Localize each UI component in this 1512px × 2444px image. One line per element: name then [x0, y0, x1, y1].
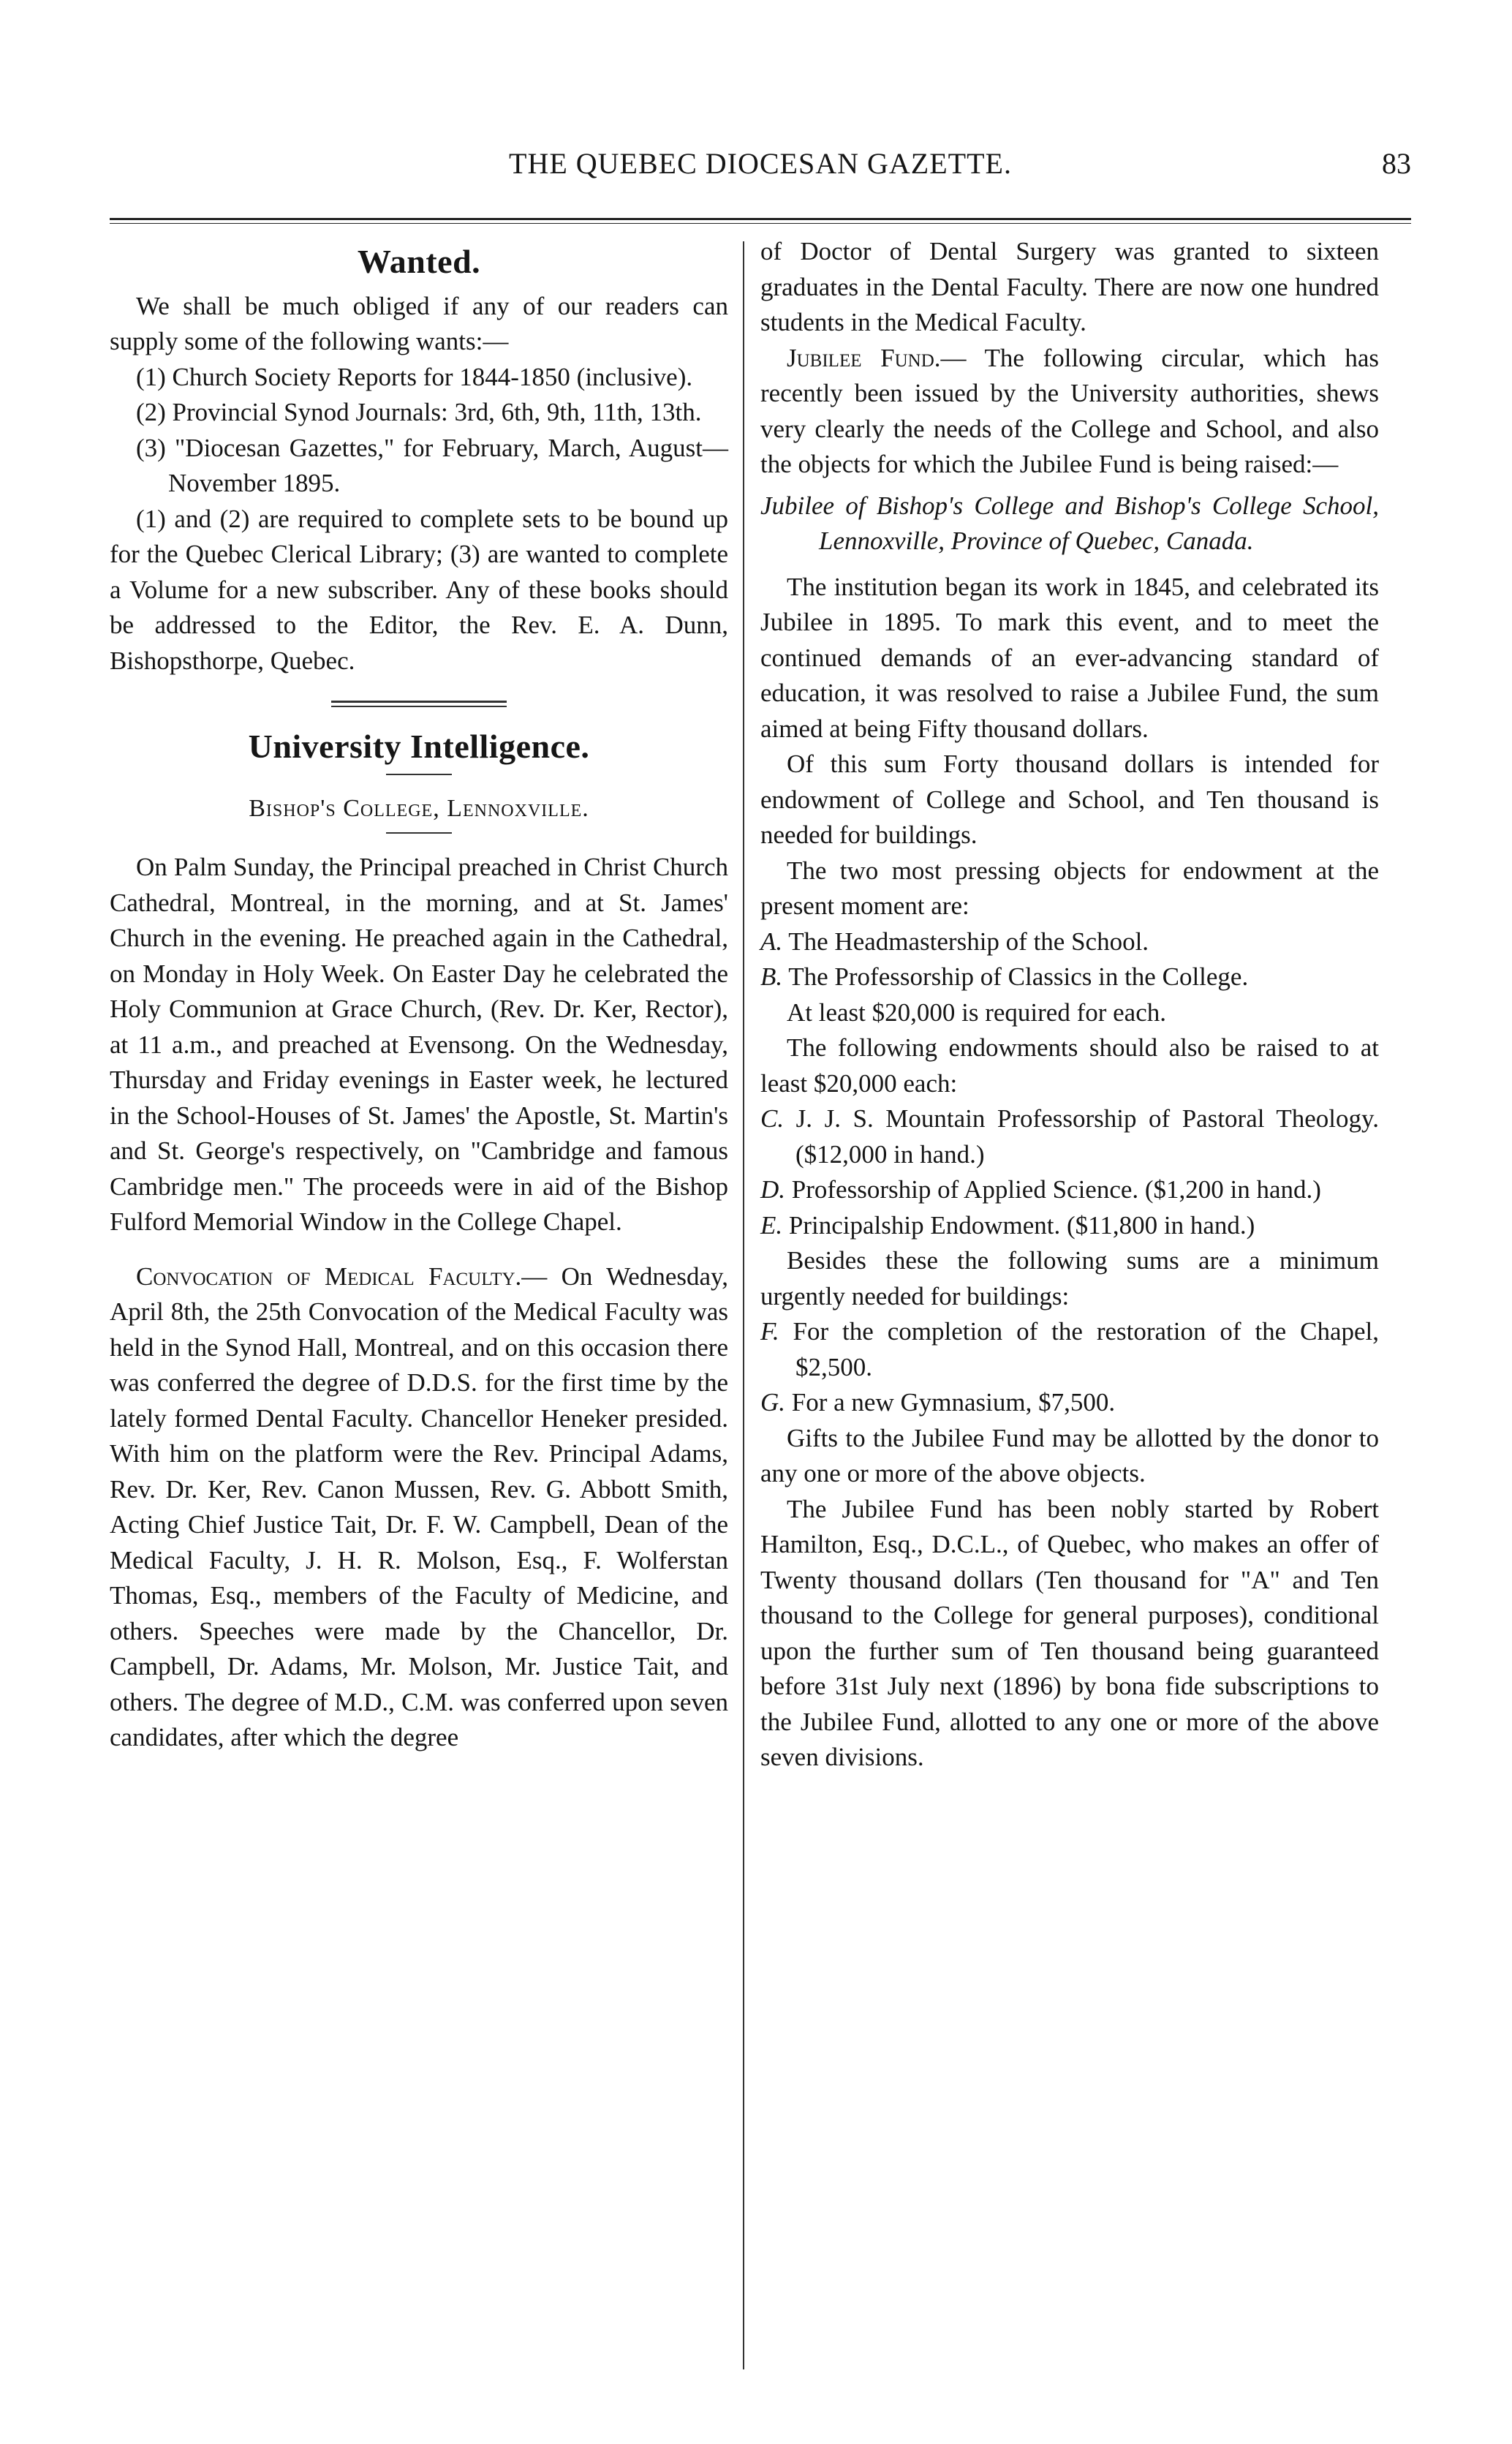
convocation-paragraph: [110, 1259, 728, 1756]
running-title: THE QUEBEC DIOCESAN GAZETTE.: [509, 147, 1012, 180]
circular-paragraph-2: Of this sum Forty thousand dollars is intended for endowment of College and School, and Ten thousand is needed for buildings.: [760, 750, 1379, 849]
circular-paragraph-8: The Jubilee Fund has been nobly started by Robert Hamilton, Esq., D.C.L., of Quebec, who makes an offer of Twenty thousand dollars (Ten thousand for "A" and Ten thousand to the College for general purposes), conditional upon the further sum of Ten thousand being guaranteed before 31st July next (1896) by bona fide subscriptions to the Jubilee Fund, allotted to any one or more of the above seven divisions.: [760, 1494, 1379, 1771]
circular-paragraph-1: The institution began its work in 1845, and celebrated its Jubilee in 1895. To mark this event, and to meet the continued demands of an ever-advancing standard of education, it was resolved to raise a Jubilee Fund, the sum aimed at being Fifty thousand dollars.: [760, 572, 1379, 743]
object-letter: G.: [760, 1388, 786, 1417]
university-heading: University Intelligence.: [248, 728, 590, 765]
object-letter: C.: [760, 1104, 785, 1133]
left-column: [110, 234, 728, 1756]
jubilee-paragraph: [760, 341, 1379, 483]
circular-paragraph-4: At least $20,000 is required for each.: [787, 997, 1167, 1027]
object-item: [760, 1314, 1379, 1385]
wanted-heading: Wanted.: [357, 243, 481, 280]
section-divider: [331, 701, 507, 707]
object-letter: A.: [760, 927, 783, 956]
object-text: For a new Gymnasium, $7,500.: [791, 1388, 1116, 1417]
object-text: For the completion of the restoration of the Chapel, $2,500.: [793, 1317, 1380, 1381]
right-column: [760, 234, 1379, 1776]
page-number: 83: [1382, 147, 1411, 180]
circular-paragraph-7: Gifts to the Jubilee Fund may be allotted by the donor to any one or more of the above objects.: [760, 1423, 1379, 1487]
column-divider: [743, 241, 744, 2369]
circular-paragraph-3: The two most pressing objects for endowment at the present moment are:: [760, 856, 1379, 920]
object-item: [760, 1385, 1379, 1421]
subheading-rule: [386, 832, 452, 834]
spacer: [110, 1240, 728, 1259]
wanted-note: (1) and (2) are required to complete sets to be bound up for the Quebec Clerical Library; (3) are wanted to complete a Volume for a new subscriber. Any of these books should be addressed to the Editor, the Rev. E. A. Dunn, Bishopsthorpe, Quebec.: [110, 504, 728, 675]
object-text: J. J. S. Mountain Professorship of Pastoral Theology. ($12,000 in hand.): [795, 1104, 1379, 1169]
object-item: [760, 1208, 1379, 1244]
wanted-item-3: (3) "Diocesan Gazettes," for February, March, August—November 1895.: [136, 433, 728, 497]
object-letter: E.: [760, 1210, 783, 1240]
wanted-item-2: (2) Provincial Synod Journals: 3rd, 6th, 9th, 11th, 13th.: [136, 398, 702, 426]
convocation-lead: Convocation of Medical Faculty.—: [136, 1261, 548, 1291]
jubilee-text: The following circular, which has recently been issued by the University authorities, shews very clearly the needs of the College and School, and also the objects for which the Jubilee Fund is being raised:—: [760, 343, 1380, 478]
object-item: [760, 1172, 1379, 1208]
university-subheading: Bishop's College, Lennoxville.: [249, 794, 589, 822]
convocation-continued: of Doctor of Dental Surgery was granted to sixteen graduates in the Dental Faculty. There are now one hundred students in the Medical Faculty.: [760, 237, 1379, 336]
circular-paragraph-5: The following endowments should also be raised to at least $20,000 each:: [760, 1033, 1379, 1098]
heading-rule: [386, 774, 452, 775]
object-text: The Headmastership of the School.: [788, 927, 1149, 956]
object-item: [760, 924, 1379, 960]
object-text: The Professorship of Classics in the College.: [788, 962, 1249, 991]
object-item: [760, 1101, 1379, 1172]
circular-paragraph-6: Besides these the following sums are a minimum urgently needed for buildings:: [760, 1246, 1379, 1310]
object-letter: B.: [760, 962, 783, 991]
object-letter: F.: [760, 1317, 779, 1346]
wanted-intro: We shall be much obliged if any of our readers can supply some of the following wants:—: [110, 291, 728, 355]
palm-sunday-paragraph: On Palm Sunday, the Principal preached in Christ Church Cathedral, Montreal, in the morning, and at St. James' Church in the evening. He preached again in the Cathedral, on Monday in Holy Week. On Easter Day he celebrated the Holy Communion at Grace Church, (Rev. Dr. Ker, Rector), at 11 a.m., and preached at Evensong. On the Wednesday, Thursday and Friday evenings in Easter week, he lectured in the School-Houses of St. James' the Apostle, St. Martin's and St. George's respectively, on "Cambridge and famous Cambridge men." The proceeds were in aid of the Bishop Fulford Memorial Window in the College Chapel.: [110, 853, 728, 1236]
object-text: Professorship of Applied Science. ($1,200 in hand.): [791, 1175, 1321, 1204]
jubilee-lead: Jubilee Fund.—: [787, 343, 967, 372]
wanted-item-1: (1) Church Society Reports for 1844-1850 (inclusive).: [136, 362, 693, 391]
object-item: [760, 959, 1379, 995]
page-header: [110, 110, 1411, 190]
circular-title: Jubilee of Bishop's College and Bishop's College School, Lennoxville, Province of Quebec, Canada.: [760, 491, 1379, 555]
gazette-page: [110, 110, 1411, 2377]
header-rule: [110, 218, 1411, 224]
object-letter: D.: [760, 1175, 786, 1204]
object-text: Principalship Endowment. ($11,800 in hand.): [788, 1210, 1255, 1240]
convocation-text: On Wednesday, April 8th, the 25th Convocation of the Medical Faculty was held in the Synod Hall, Montreal, and on this occasion there was conferred the degree of D.D.S. for the first time by the lately formed Dental Faculty. Chancellor Heneker presided. With him on the platform were the Rev. Principal Adams, Rev. Dr. Ker, Rev. Canon Mussen, Rev. G. Abbott Smith, Acting Chief Justice Tait, Dr. F. W. Campbell, Dean of the Medical Faculty, J. H. R. Molson, Esq., F. Wolferstan Thomas, Esq., members of the Faculty of Medicine, and others. Speeches were made by the Chancellor, Dr. Campbell, Dr. Adams, Mr. Molson, Mr. Justice Tait, and others. The degree of M.D., C.M. was conferred upon seven candidates, after which the degree: [110, 1261, 729, 1751]
two-column-body: [110, 234, 1411, 2377]
